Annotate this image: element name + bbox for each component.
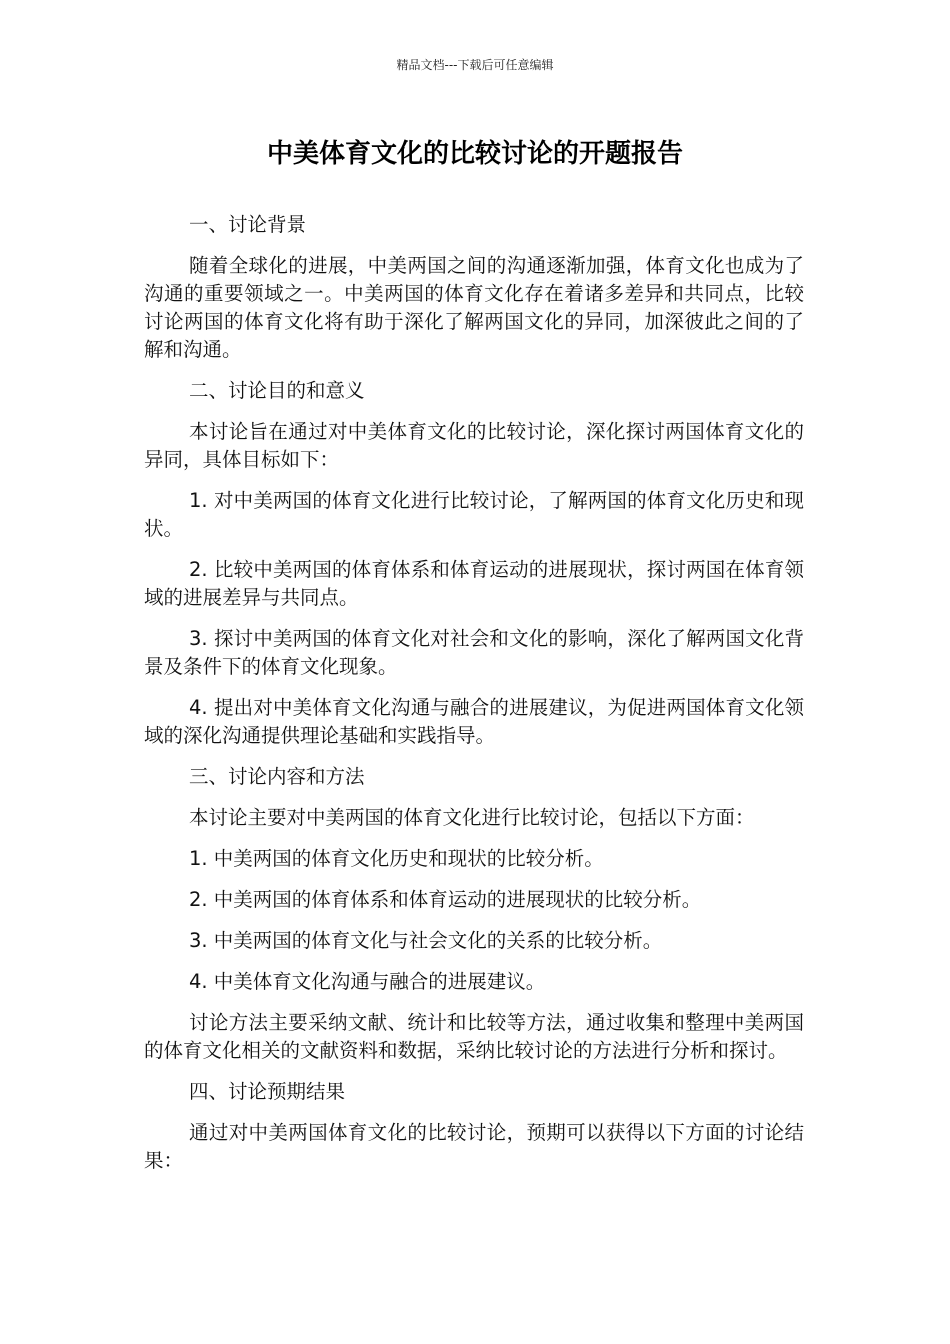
paragraph-content-intro: 本讨论主要对中美两国的体育文化进行比较讨论，包括以下方面： xyxy=(189,806,755,829)
list-item-goal-2: 2. 比较中美两国的体育体系和体育运动的进展现状，探讨两国在体育领域的进展差异与共同点。 xyxy=(144,558,804,609)
section-heading-expected-results: 四、讨论预期结果 xyxy=(189,1080,346,1103)
list-item-goal-1: 1. 对中美两国的体育文化进行比较讨论，了解两国的体育文化历史和现状。 xyxy=(144,489,804,540)
section-heading-background: 一、讨论背景 xyxy=(189,213,307,236)
paragraph-expected-results: 通过对中美两国体育文化的比较讨论，预期可以获得以下方面的讨论结果： xyxy=(144,1121,804,1172)
section-heading-purpose: 二、讨论目的和意义 xyxy=(189,379,365,402)
page-header: 精品文档---下载后可任意编辑 xyxy=(396,58,554,72)
paragraph-background: 随着全球化的进展，中美两国之间的沟通逐渐加强，体育文化也成为了沟通的重要领域之一。中美两国的体育文化存在着诸多差异和共同点，比较讨论两国的体育文化将有助于深化了解两国文化的异同，加深彼此之间的了解和沟通。 xyxy=(144,254,804,361)
list-item-goal-4: 4. 提出对中美体育文化沟通与融合的进展建议，为促进两国体育文化领域的深化沟通提供理论基础和实践指导。 xyxy=(144,696,804,747)
document-title: 中美体育文化的比较讨论的开题报告 xyxy=(266,139,683,169)
list-item-content-3: 3. 中美两国的体育文化与社会文化的关系的比较分析。 xyxy=(189,929,663,952)
section-heading-content-method: 三、讨论内容和方法 xyxy=(189,765,365,788)
list-item-content-1: 1. 中美两国的体育文化历史和现状的比较分析。 xyxy=(189,847,604,870)
document-body xyxy=(144,211,804,1188)
paragraph-purpose-intro: 本讨论旨在通过对中美体育文化的比较讨论，深化探讨两国体育文化的异同，具体目标如下： xyxy=(144,420,804,471)
paragraph-method: 讨论方法主要采纳文献、统计和比较等方法，通过收集和整理中美两国的体育文化相关的文献资料和数据，采纳比较讨论的方法进行分析和探讨。 xyxy=(144,1011,804,1062)
list-item-goal-3: 3. 探讨中美两国的体育文化对社会和文化的影响，深化了解两国文化背景及条件下的体育文化现象。 xyxy=(144,627,804,678)
list-item-content-4: 4. 中美体育文化沟通与融合的进展建议。 xyxy=(189,970,546,993)
list-item-content-2: 2. 中美两国的体育体系和体育运动的进展现状的比较分析。 xyxy=(189,888,702,911)
